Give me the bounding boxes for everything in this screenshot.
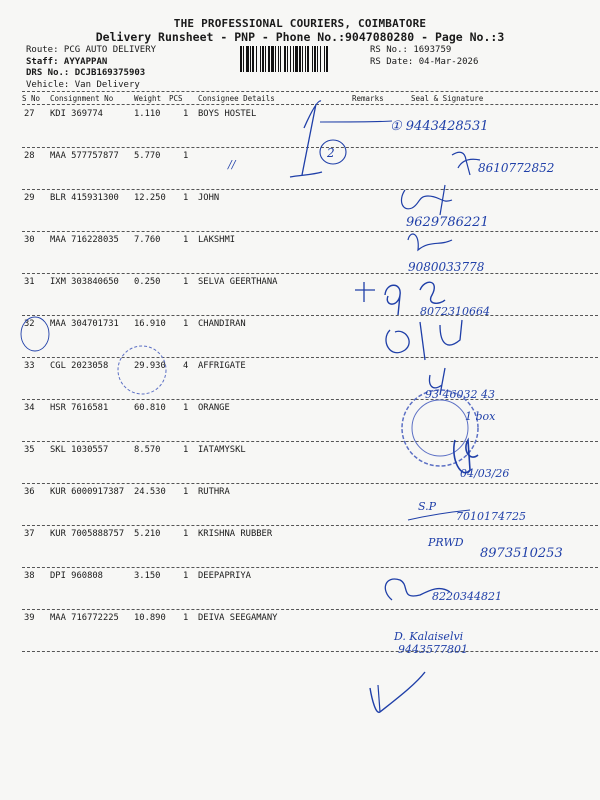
row-divider [22,315,598,316]
row-consignee: JOHN [198,193,220,203]
row-sno: 36 [24,487,35,497]
ditto-mark: // [228,158,236,171]
row-weight: 24.530 [134,487,166,497]
row-consignment-no: DPI 960808 [50,571,103,581]
barcode-bar [320,46,321,72]
row-sno: 27 [24,109,35,119]
row-divider [22,147,598,148]
handwritten-phone-27: ① 9443428531 [390,119,489,134]
row-divider [22,273,598,274]
drs-line: DRS No.: DCJB169375903 [26,68,146,78]
handwritten-note-box: 1 box [465,410,496,423]
row-weight: 3.150 [134,571,161,581]
table-row [0,571,600,583]
row-consignee: RUTHRA [198,487,230,497]
barcode-bar [271,46,274,72]
col-seal: Seal & Signature [411,94,484,103]
row-consignment-no: KUR 7005888757 [50,529,125,539]
col-consignee: Consignee Details [198,94,275,103]
row-consignment-no: MAA 577757877 [50,151,119,161]
row-pcs: 1 [183,193,189,203]
handwritten-phone-31: 8072310664 [420,305,490,318]
barcode-bar [252,46,254,72]
row-pcs: 1 [183,613,189,623]
row-sno: 38 [24,571,35,581]
barcode-bar [275,46,276,72]
row-consignee: IATAMYSKL [198,445,246,455]
table-row [0,529,600,541]
handwritten-phone-28: 8610772852 [478,161,555,175]
handwritten-phone-37: 8973510253 [480,546,563,561]
row-sno: 32 [24,319,35,329]
row-sno: 31 [24,277,35,287]
table-row [0,487,600,499]
row-consignment-no: MAA 304701731 [50,319,119,329]
row-divider [22,189,598,190]
row-divider [22,525,598,526]
handwritten-phone-36: 7010174725 [456,510,526,523]
route-info [26,45,156,91]
row-consignment-no: KDI 369774 [50,109,103,119]
row-divider [22,609,598,610]
row-sno: 39 [24,613,35,623]
handwritten-phone-30: 9080033778 [408,260,485,274]
row-divider [22,567,598,568]
row-consignment-no: MAA 716772225 [50,613,119,623]
barcode-bar [280,46,281,72]
col-sno: S No [22,94,41,103]
handwritten-phone-39: 9443577801 [398,643,468,656]
barcode-bar [256,46,257,72]
table-row [0,109,600,121]
row-weight: 1.110 [134,109,161,119]
row-consignment-no: KUR 6000917387 [50,487,125,497]
row-pcs: 1 [183,529,189,539]
row-weight: 0.250 [134,277,161,287]
barcode-bar [302,46,303,72]
row-weight: 12.250 [134,193,166,203]
table-row [0,403,600,415]
row-divider [22,483,598,484]
row-divider [22,399,598,400]
row-pcs: 4 [183,361,189,371]
barcode-bar [314,46,316,72]
table-row [0,193,600,205]
row-consignee: AFFRIGATE [198,361,246,371]
row-pcs: 1 [183,487,189,497]
row-consignee: DEEPAPRIYA [198,571,251,581]
check-mark-icon [370,672,425,712]
row-weight: 16.910 [134,319,166,329]
handwritten-name-37: PRWD [428,536,464,549]
row-weight: 7.760 [134,235,161,245]
barcode-bar [268,46,270,72]
handwritten-phone-29: 9629786221 [406,215,489,230]
table-row [0,235,600,247]
handwritten-phone-38: 8220344821 [432,590,502,603]
barcode-bar [312,46,313,72]
barcode-bar [246,46,249,72]
route-line: Route: PCG AUTO DELIVERY [26,45,157,55]
row-pcs: 1 [183,151,189,161]
row-divider [22,357,598,358]
col-weight: Weight [134,94,162,103]
barcode-bar [295,46,298,72]
handwritten-phone-34: 93 46032 43 [425,388,495,401]
barcode-bar [250,46,251,72]
row-weight: 29.930 [134,361,166,371]
table-row [0,361,600,373]
barcode-image [240,46,368,72]
handwritten-initials-36: S.P [418,500,437,513]
row-weight: 5.210 [134,529,161,539]
table-row [0,319,600,331]
barcode-bar [324,46,325,72]
company-title: THE PROFESSIONAL COURIERS, COIMBATORE [173,17,427,30]
row-consignment-no: IXM 303840650 [50,277,119,287]
row-weight: 5.770 [134,151,161,161]
circled-2: 2 [327,146,335,160]
col-consignment: Consignment No [50,94,114,103]
handwritten-name-39: D. Kalaiselvi [394,630,464,643]
vehicle-line: Vehicle: Van Delivery [26,79,140,90]
table-row [0,277,600,289]
handwritten-date: 04/03/26 [460,467,510,480]
row-consignment-no: BLR 415931300 [50,193,119,203]
row-consignee: KRISHNA RUBBER [198,529,273,539]
barcode-bar [305,46,306,72]
column-headers [0,94,600,104]
barcode-bar [265,46,266,72]
row-sno: 30 [24,235,35,245]
col-pcs: PCS [169,94,183,103]
barcode-bar [284,46,286,72]
barcode-bar [317,46,318,72]
row-sno: 28 [24,151,35,161]
row-pcs: 1 [183,403,189,413]
row-pcs: 1 [183,109,189,119]
row-consignee: LAKSHMI [198,235,236,245]
row-divider [22,231,598,232]
header-top-rule [22,91,598,92]
barcode-bar [307,46,309,72]
rs-date: RS Date: 04-Mar-2026 [370,56,479,67]
table-row [0,613,600,625]
row-pcs: 1 [183,235,189,245]
row-consignment-no: SKL 1030557 [50,445,109,455]
row-sno: 37 [24,529,35,539]
row-divider [22,441,598,442]
barcode-bar [287,46,288,72]
barcode-bar [278,46,279,72]
barcode-bar [262,46,264,72]
row-consignee: DEIVA SEEGAMANY [198,613,278,623]
row-pcs: 1 [183,445,189,455]
barcode-bar [240,46,242,72]
row-consignee: SELVA GEERTHANA [198,277,278,287]
barcode-bar [290,46,291,72]
barcode-bar [293,46,294,72]
row-pcs: 1 [183,277,189,287]
row-sno: 34 [24,403,35,413]
row-sno: 29 [24,193,35,203]
row-sno: 35 [24,445,35,455]
runsheet-subtitle: Delivery Runsheet - PNP - Phone No.:9047080280 - Page No.:3 [95,30,505,44]
row-divider [22,651,598,652]
row-weight: 60.810 [134,403,166,413]
signature-dash-27 [320,121,392,122]
check-mark-stem [378,685,380,712]
table-row [0,445,600,457]
row-consignment-no: MAA 716228035 [50,235,119,245]
barcode-bar [326,46,328,72]
row-weight: 8.570 [134,445,161,455]
barcode-bar [260,46,261,72]
row-consignee: ORANGE [198,403,230,413]
row-consignee: CHANDIRAN [198,319,246,329]
col-remarks: Remarks [352,94,384,103]
rs-info [370,45,478,68]
row-consignment-no: HSR 7616581 [50,403,109,413]
row-pcs: 1 [183,571,189,581]
row-weight: 10.890 [134,613,166,623]
table-row [0,151,600,163]
staff-line: Staff: AYYAPPAN [26,56,108,67]
row-consignee: BOYS HOSTEL [198,109,257,119]
barcode-bar [243,46,244,72]
header-bottom-rule [22,104,598,105]
signature-line-36 [408,510,470,520]
row-sno: 33 [24,361,35,371]
row-consignment-no: CGL 2023058 [50,361,109,371]
rs-number: RS No.: 1693759 [370,45,452,55]
row-pcs: 1 [183,319,189,329]
barcode-bar [299,46,301,72]
